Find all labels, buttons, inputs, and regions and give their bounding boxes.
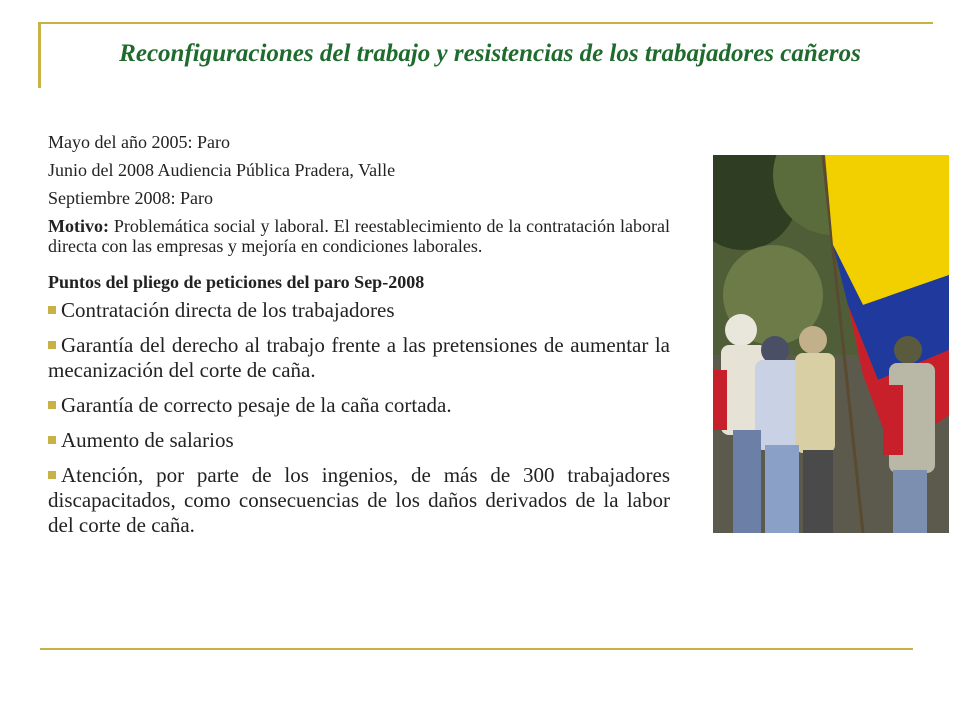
point-text: Aumento de salarios <box>61 428 234 452</box>
left-divider <box>38 22 41 88</box>
square-bullet-icon <box>48 436 56 444</box>
points-list <box>48 298 670 538</box>
motivo-text: Problemática social y laboral. El reestablecimiento de la contratación laboral directa con las empresas y mejoría en condiciones laborales. <box>48 216 670 256</box>
motivo-paragraph <box>48 216 670 256</box>
protest-photo-illustration <box>713 155 949 533</box>
slide-title: Reconfiguraciones del trabajo y resistencias de los trabajadores cañeros <box>119 40 861 67</box>
slide-body <box>48 128 670 548</box>
point-text: Garantía del derecho al trabajo frente a las pretensiones de aumentar la mecanización del corte de caña. <box>48 333 670 382</box>
list-item <box>48 298 670 323</box>
points-heading: Puntos del pliego de peticiones del paro Sep-2008 <box>48 272 425 292</box>
list-item <box>48 428 670 453</box>
square-bullet-icon <box>48 341 56 349</box>
event-line-2: Junio del 2008 Audiencia Pública Pradera, Valle <box>48 160 396 180</box>
motivo-label: Motivo: <box>48 216 109 236</box>
point-text: Atención, por parte de los ingenios, de más de 300 trabajadores discapacitados, como consecuencias de los daños derivados de la labor del corte de caña. <box>48 463 670 537</box>
bottom-divider <box>40 648 913 650</box>
top-divider <box>40 22 933 24</box>
event-line-1: Mayo del año 2005: Paro <box>48 132 230 152</box>
list-item <box>48 393 670 418</box>
square-bullet-icon <box>48 306 56 314</box>
square-bullet-icon <box>48 401 56 409</box>
square-bullet-icon <box>48 471 56 479</box>
list-item <box>48 333 670 383</box>
protest-photo <box>713 155 949 533</box>
event-line-3: Septiembre 2008: Paro <box>48 188 213 208</box>
point-text: Contratación directa de los trabajadores <box>61 298 395 322</box>
point-text: Garantía de correcto pesaje de la caña cortada. <box>61 393 452 417</box>
list-item <box>48 463 670 538</box>
